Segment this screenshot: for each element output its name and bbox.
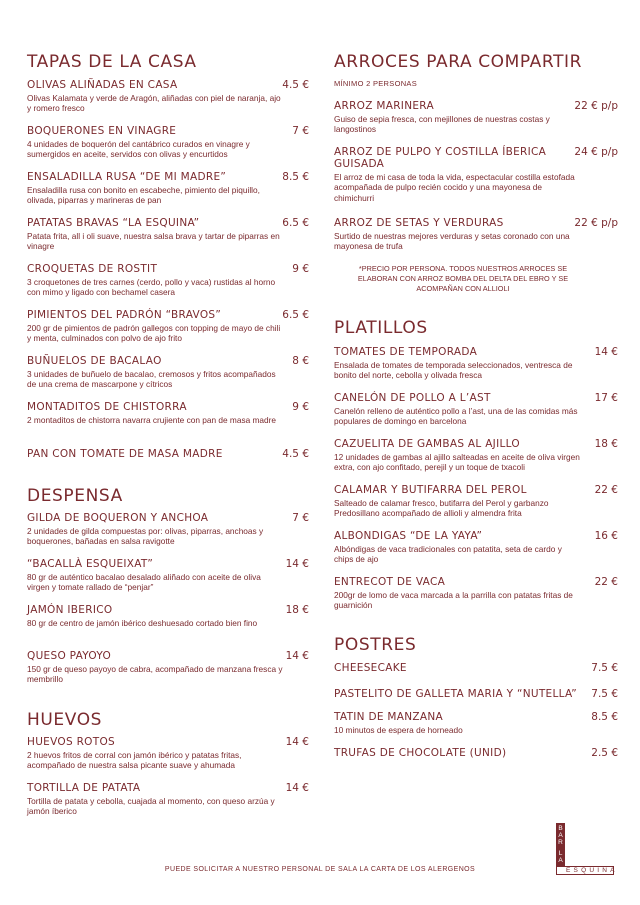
menu-item-description: Ensaladilla rusa con bonito en escabeche, pimiento del piquillo, olivada, piparras y marineras de pan xyxy=(27,185,260,206)
menu-item-price: 8.5 € xyxy=(282,171,309,183)
menu-item-price: 7 € xyxy=(292,512,309,524)
menu-item xyxy=(27,448,309,460)
menu-item xyxy=(334,530,618,565)
menu-item-price: 2.5 € xyxy=(591,747,618,759)
menu-item-name: PATATAS BRAVAS “LA ESQUINA” xyxy=(27,217,200,229)
menu-item-name: OLIVAS ALIÑADAS EN CASA xyxy=(27,79,178,91)
menu-item xyxy=(27,401,309,425)
menu-item-price: 6.5 € xyxy=(282,309,309,321)
menu-item-name: CALAMAR Y BUTIFARRA DEL PEROL xyxy=(334,484,527,496)
menu-item xyxy=(334,688,618,700)
menu-item-name: BUÑUELOS DE BACALAO xyxy=(27,355,162,367)
menu-item xyxy=(27,736,309,771)
menu-item-name: CAZUELITA DE GAMBAS AL AJILLO xyxy=(334,438,520,450)
menu-item xyxy=(334,662,618,674)
menu-item-row xyxy=(27,558,309,570)
menu-item-row xyxy=(334,530,618,542)
menu-item-description: Tortilla de patata y cebolla, cuajada al momento, con queso arzúa y jamón íberico xyxy=(27,796,275,817)
menu-item xyxy=(334,146,618,203)
menu-item-price: 14 € xyxy=(285,650,309,662)
menu-item-name: PAN CON TOMATE DE MASA MADRE xyxy=(27,448,223,460)
logo-word-esquina: ESQUINA xyxy=(566,867,618,874)
menu-item-row xyxy=(27,448,309,460)
menu-item-name: ARROZ MARINERA xyxy=(334,100,434,112)
menu-item-price: 17 € xyxy=(594,392,618,404)
menu-item-price: 9 € xyxy=(292,401,309,413)
menu-item-price: 7.5 € xyxy=(591,688,618,700)
section-title-arroces: ARROCES PARA COMPARTIR xyxy=(334,52,583,72)
menu-item-row xyxy=(334,146,618,170)
allergens-footer: PUEDE SOLICITAR A NUESTRO PERSONAL DE SALA LA CARTA DE LOS ALERGENOS xyxy=(164,866,476,873)
menu-item xyxy=(334,576,618,611)
menu-item-row xyxy=(27,171,309,183)
menu-item-name: CROQUETAS DE ROSTIT xyxy=(27,263,158,275)
menu-item xyxy=(27,309,309,344)
menu-item-name: QUESO PAYOYO xyxy=(27,650,112,662)
menu-item-price: 9 € xyxy=(292,263,309,275)
menu-item-price: 24 € p/p xyxy=(574,146,618,158)
menu-item-name: BOQUERONES EN VINAGRE xyxy=(27,125,177,137)
menu-item-row xyxy=(334,747,618,759)
menu-item-description: El arroz de mi casa de toda la vida, espectacular costilla estofada acompañada de pulpo recién cocido y una mayonesa de chimichurri xyxy=(334,172,575,203)
menu-item-row xyxy=(334,100,618,112)
menu-item-row xyxy=(27,401,309,413)
menu-item-row xyxy=(334,688,618,700)
menu-item-name: PASTELITO DE GALLETA MARIA Y “NUTELLA” xyxy=(334,688,577,700)
menu-item-price: 18 € xyxy=(594,438,618,450)
menu-item-name: JAMÓN IBERICO xyxy=(27,604,113,616)
menu-item-description: Ensalada de tomates de temporada seleccionados, ventresca de bonito del norte, cebolla y olivada fresca xyxy=(334,360,573,381)
menu-item-name: MONTADITOS DE CHISTORRA xyxy=(27,401,187,413)
logo-letter: A xyxy=(558,857,563,864)
menu-item-name: ALBONDIGAS “DE LA YAYA” xyxy=(334,530,483,542)
section-title-despensa: DESPENSA xyxy=(27,486,123,506)
menu-item-description: 2 unidades de gilda compuestas por: olivas, piparras, anchoas y boquerones, bañadas en salsa ravigotte xyxy=(27,526,264,547)
menu-item-name: “BACALLÀ ESQUEIXAT” xyxy=(27,558,154,570)
section-subtitle: MÍNIMO 2 PERSONAS xyxy=(334,79,418,88)
menu-item-row xyxy=(334,484,618,496)
menu-item-description: 10 minutos de espera de horneado xyxy=(334,725,463,735)
menu-item-description: 80 gr de auténtico bacalao desalado aliñado con aceite de oliva virgen y tomate rallado de “penjar” xyxy=(27,572,261,593)
menu-item-name: ARROZ DE SETAS Y VERDURAS xyxy=(334,217,504,229)
menu-item-description: 150 gr de queso payoyo de cabra, acompañado de manzana fresca y membrillo xyxy=(27,664,283,685)
menu-item-description: 3 unidades de buñuelo de bacalao, cremosos y fritos acompañados de una crema de mascarpone y cítricos xyxy=(27,369,276,390)
menu-item-description: 2 huevos fritos de corral con jamón ibérico y patatas fritas, acompañado de nuestra salsa picante suave y ahumada xyxy=(27,750,242,771)
menu-item-name: HUEVOS ROTOS xyxy=(27,736,115,748)
menu-item xyxy=(27,650,309,685)
menu-item-description: Patata frita, all i oli suave, nuestra salsa brava y tartar de piparras en vinagre xyxy=(27,231,280,252)
menu-item xyxy=(27,782,309,817)
menu-item xyxy=(334,217,618,252)
menu-item-description: 12 unidades de gambas al ajillo salteadas en aceite de oliva virgen extra, con ajo confitado, perejil y un toque de txacoli xyxy=(334,452,580,473)
menu-item-name: PIMIENTOS DEL PADRÓN “BRAVOS” xyxy=(27,309,222,321)
menu-item-price: 6.5 € xyxy=(282,217,309,229)
bar-la-esquina-logo xyxy=(556,823,618,875)
menu-item-description: Salteado de calamar fresco, butifarra del Perol y garbanzo Predosillano acompañado de allioli y almendra frita xyxy=(334,498,549,519)
menu-item-price: 14 € xyxy=(285,782,309,794)
menu-item-price: 22 € p/p xyxy=(574,217,618,229)
menu-item-row xyxy=(27,650,309,662)
menu-item-price: 7 € xyxy=(292,125,309,137)
menu-item-description: 2 montaditos de chistorra navarra crujiente con pan de masa madre xyxy=(27,415,277,425)
menu-item xyxy=(334,392,618,427)
menu-item-price: 8.5 € xyxy=(591,711,618,723)
menu-item-name: CHEESECAKE xyxy=(334,662,407,674)
menu-item-row xyxy=(27,512,309,524)
section-title-tapas: TAPAS DE LA CASA xyxy=(27,52,197,72)
menu-item-name: TOMATES DE TEMPORADA xyxy=(334,346,478,358)
menu-item-row xyxy=(27,604,309,616)
section-title-postres: POSTRES xyxy=(334,635,417,655)
menu-item-row xyxy=(27,263,309,275)
logo-letter: B xyxy=(558,825,563,832)
menu-item-price: 14 € xyxy=(285,736,309,748)
logo-letter: A xyxy=(558,832,563,839)
menu-item xyxy=(27,79,309,114)
menu-item-price: 8 € xyxy=(292,355,309,367)
logo-letter: R xyxy=(558,839,563,846)
menu-item-row xyxy=(27,217,309,229)
menu-item xyxy=(27,125,309,160)
menu-item-price: 18 € xyxy=(285,604,309,616)
menu-item-name: ARROZ DE PULPO Y COSTILLA ÍBERICA GUISADA xyxy=(334,146,547,170)
menu-item-description: 3 croquetones de tres carnes (cerdo, pollo y vaca) rustidas al horno con mimo y ligado con bechamel casera xyxy=(27,277,276,298)
menu-item-description: 80 gr de centro de jamón ibérico deshuesado cortado bien fino xyxy=(27,618,258,628)
menu-item xyxy=(334,747,618,759)
menu-item-row xyxy=(334,711,618,723)
menu-item-row xyxy=(27,355,309,367)
menu-item-description: 4 unidades de boquerón del cantábrico curados en vinagre y sumergidos en aceite, servidos con olivas y encurtidos xyxy=(27,139,250,160)
menu-item-price: 4.5 € xyxy=(282,448,309,460)
menu-item xyxy=(334,438,618,473)
menu-item-name: GILDA DE BOQUERON Y ANCHOA xyxy=(27,512,209,524)
menu-item-row xyxy=(334,392,618,404)
menu-item-description: 200 gr de pimientos de padrón gallegos con topping de mayo de chili y menta, culminados con polvo de ajo frito xyxy=(27,323,281,344)
menu-item-row xyxy=(334,438,618,450)
menu-item xyxy=(334,484,618,519)
menu-item-description: Olivas Kalamata y verde de Aragón, aliñadas con piel de naranja, ajo y romero fresco xyxy=(27,93,281,114)
menu-item xyxy=(27,512,309,547)
menu-item xyxy=(27,263,309,298)
section-title-huevos: HUEVOS xyxy=(27,710,103,730)
menu-item xyxy=(334,711,618,735)
menu-item-row xyxy=(27,782,309,794)
menu-item-description: Albóndigas de vaca tradicionales con patatita, seta de cardo y chips de ajo xyxy=(334,544,562,565)
menu-item-price: 14 € xyxy=(285,558,309,570)
menu-item xyxy=(334,100,618,135)
menu-item-row xyxy=(27,125,309,137)
menu-item xyxy=(334,346,618,381)
menu-item-price: 22 € xyxy=(594,576,618,588)
menu-item-name: CANELÓN DE POLLO A L’AST xyxy=(334,392,491,404)
menu-item-price: 16 € xyxy=(594,530,618,542)
menu-item-row xyxy=(334,217,618,229)
menu-item-price: 22 € p/p xyxy=(574,100,618,112)
menu-item-row xyxy=(334,576,618,588)
menu-item-row xyxy=(27,736,309,748)
menu-item-name: ENTRECOT DE VACA xyxy=(334,576,446,588)
menu-item xyxy=(27,355,309,390)
logo-letter: L xyxy=(558,850,563,857)
menu-item-price: 22 € xyxy=(594,484,618,496)
menu-item-description: 200gr de lomo de vaca marcada a la parrilla con patatas fritas de guarnición xyxy=(334,590,573,611)
menu-item xyxy=(27,604,309,628)
menu-item-name: ENSALADILLA RUSA “DE MI MADRE” xyxy=(27,171,227,183)
menu-item-price: 4.5 € xyxy=(282,79,309,91)
menu-item-name: TORTILLA DE PATATA xyxy=(27,782,141,794)
menu-item-row xyxy=(27,309,309,321)
menu-item xyxy=(27,558,309,593)
menu-item-row xyxy=(334,346,618,358)
menu-item xyxy=(27,217,309,252)
menu-item-price: 7.5 € xyxy=(591,662,618,674)
menu-item-description: Canelón relleno de auténtico pollo a l’ast, una de las comidas más populares de domingo en barcelona xyxy=(334,406,578,427)
menu-item-description: Surtido de nuestras mejores verduras y setas coronado con una mayonesa de trufa xyxy=(334,231,570,252)
rice-price-note: *PRECIO POR PERSONA. TODOS NUESTROS ARROCES SE ELABORAN CON ARROZ BOMBA DEL DELTA DEL EBRO Y SE ACOMPAÑAN CON ALLIOLI xyxy=(357,264,569,293)
menu-item-row xyxy=(334,662,618,674)
menu-item-name: TATIN DE MANZANA xyxy=(334,711,444,723)
menu-item-price: 14 € xyxy=(594,346,618,358)
menu-item-row xyxy=(27,79,309,91)
menu-item xyxy=(27,171,309,206)
menu-item-description: Guiso de sepia fresca, con mejillones de nuestras costas y langostinos xyxy=(334,114,550,135)
section-title-platillos: PLATILLOS xyxy=(334,318,428,338)
menu-item-name: TRUFAS DE CHOCOLATE (UNID) xyxy=(334,747,507,759)
